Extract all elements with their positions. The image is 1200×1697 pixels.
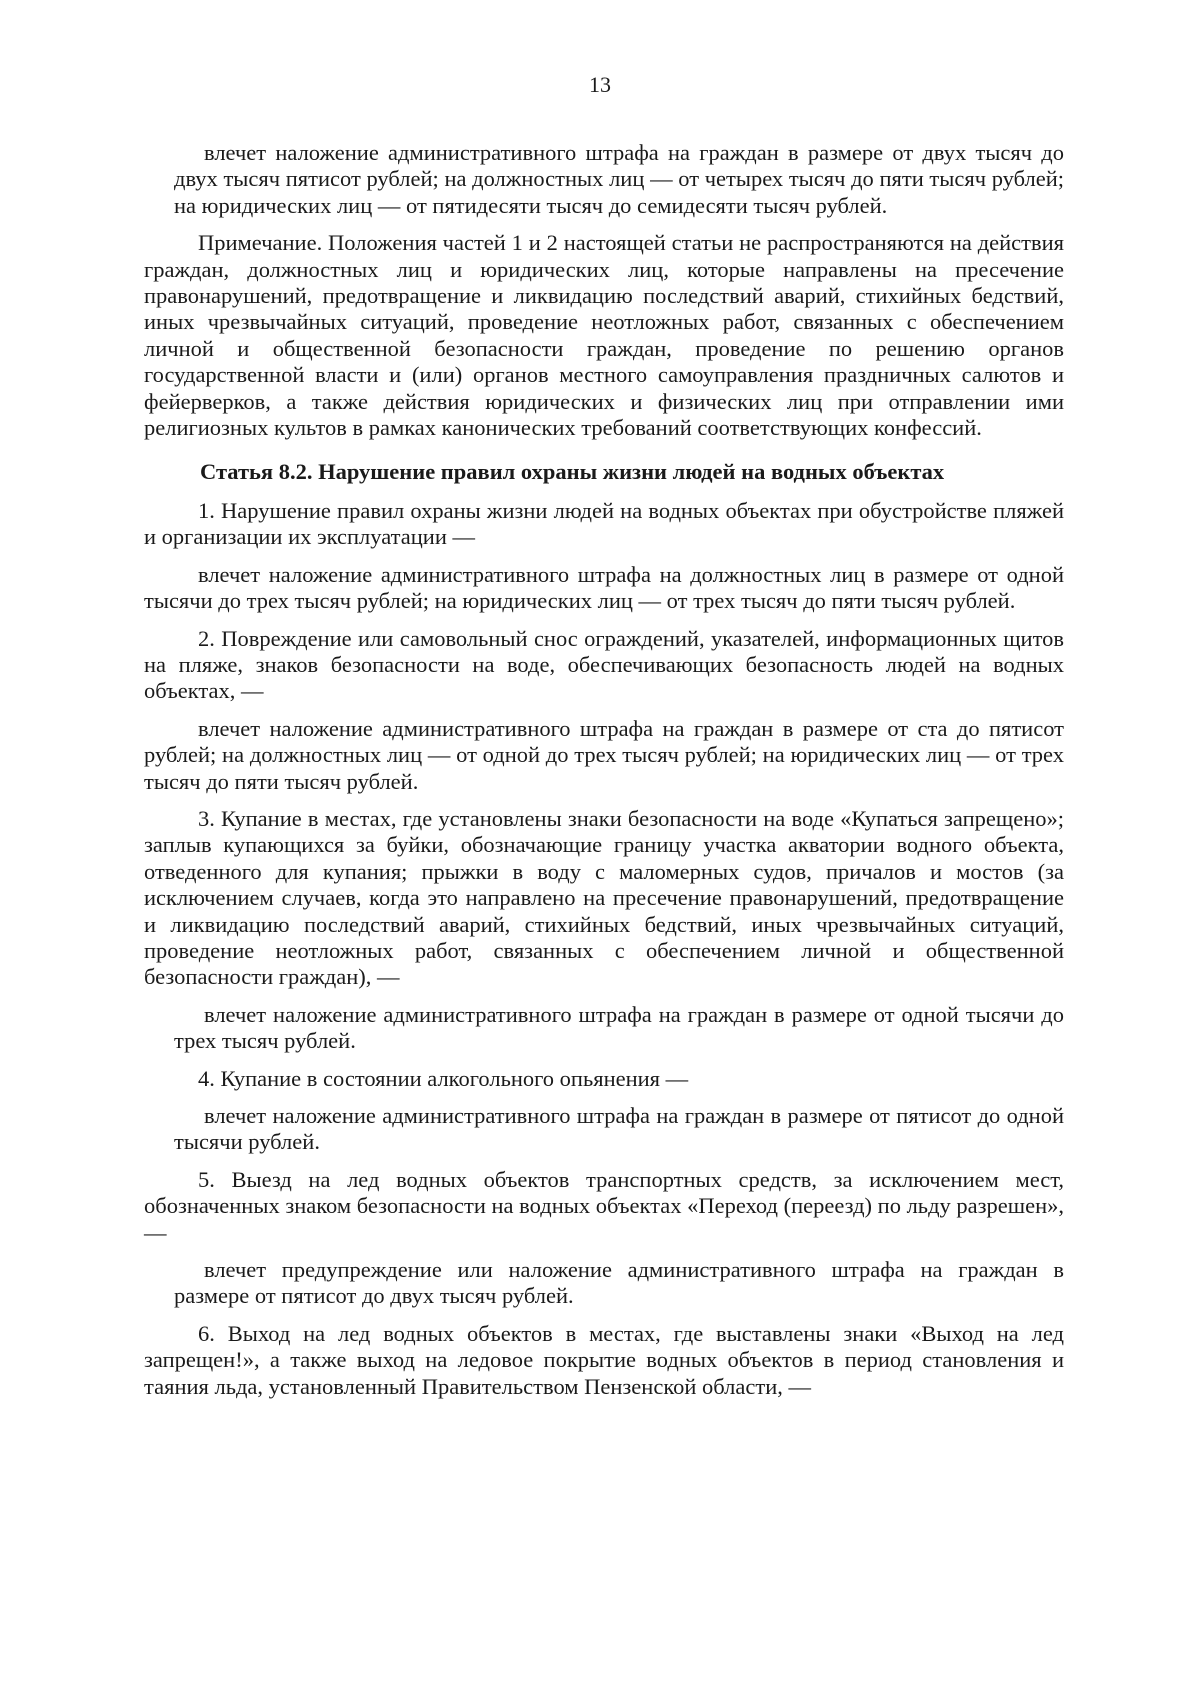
- note-paragraph: Примечание. Положения частей 1 и 2 настоящей статьи не распространяются на действия граждан, должностных лиц и юридических лиц, которые направлены на пресечение правонарушений, предотвращение и ликвидацию последствий аварий, стихийных бедствий, иных чрезвычайных ситуаций, проведение неотложных работ, связанных с обеспечением личной и общественной безопасности граждан, проведение по решению органов государственной власти и (или) органов местного самоуправления праздничных салютов и фейерверков, а также действия юридических и физических лиц при отправлении ими религиозных культов в рамках канонических требований соответствующих конфессий.: [144, 230, 1064, 441]
- page-number: 13: [589, 72, 611, 97]
- penalty-part-5: влечет предупреждение или наложение административного штрафа на граждан в размере от пятисот до двух тысяч рублей.: [174, 1257, 1064, 1309]
- penalty-part-1: влечет наложение административного штрафа на должностных лиц в размере от одной тысячи до трех тысяч рублей; на юридических лиц — от трех тысяч до пяти тысяч рублей.: [144, 561, 1064, 614]
- article-part-2: 2. Повреждение или самовольный снос ограждений, указателей, информационных щитов на пляже, знаков безопасности на воде, обеспечивающих безопасность людей на водных объектах, —: [144, 625, 1064, 704]
- article-part-4: 4. Купание в состоянии алкогольного опьянения —: [198, 1065, 689, 1091]
- article-part-1: 1. Нарушение правил охраны жизни людей на водных объектах при обустройстве пляжей и организации их эксплуатации —: [144, 497, 1064, 550]
- penalty-part-2: влечет наложение административного штрафа на граждан в размере от ста до пятисот рублей; на должностных лиц — от одной до трех тысяч рублей; на юридических лиц — от трех тысяч до пяти тысяч рублей.: [144, 715, 1064, 794]
- penalty-part-4: влечет наложение административного штрафа на граждан в размере от пятисот до одной тысячи рублей.: [174, 1103, 1064, 1155]
- document-body: [144, 140, 1064, 1411]
- article-part-5: 5. Выезд на лед водных объектов транспортных средств, за исключением мест, обозначенных знаком безопасности на водных объектах «Переход (переезд) по льду разрешен», —: [144, 1166, 1064, 1245]
- article-part-3: 3. Купание в местах, где установлены знаки безопасности на воде «Купаться запрещено»; заплыв купающихся за буйки, обозначающие границу участка акватории водного объекта, отведенного для купания; прыжки в воду с маломерных судов, причалов и мостов (за исключением случаев, когда это направлено на пресечение правонарушений, предотвращение и ликвидацию последствий аварий, стихийных бедствий, иных чрезвычайных ситуаций, проведение неотложных работ, связанных с обеспечением личной и общественной безопасности граждан), —: [144, 805, 1064, 990]
- article-part-6: 6. Выход на лед водных объектов в местах, где выставлены знаки «Выход на лед запрещен!», а также выход на ледовое покрытие водных объектов в период становления и таяния льда, установленный Правительством Пензенской области, —: [144, 1320, 1064, 1399]
- penalty-paragraph: влечет наложение административного штрафа на граждан в размере от двух тысяч до двух тысяч пятисот рублей; на должностных лиц — от четырех тысяч до пяти тысяч рублей; на юридических лиц — от пятидесяти тысяч до семидесяти тысяч рублей.: [174, 140, 1064, 218]
- article-heading: Статья 8.2. Нарушение правил охраны жизни людей на водных объектах: [200, 459, 945, 485]
- penalty-part-3: влечет наложение административного штрафа на граждан в размере от одной тысячи до трех тысяч рублей.: [174, 1001, 1064, 1054]
